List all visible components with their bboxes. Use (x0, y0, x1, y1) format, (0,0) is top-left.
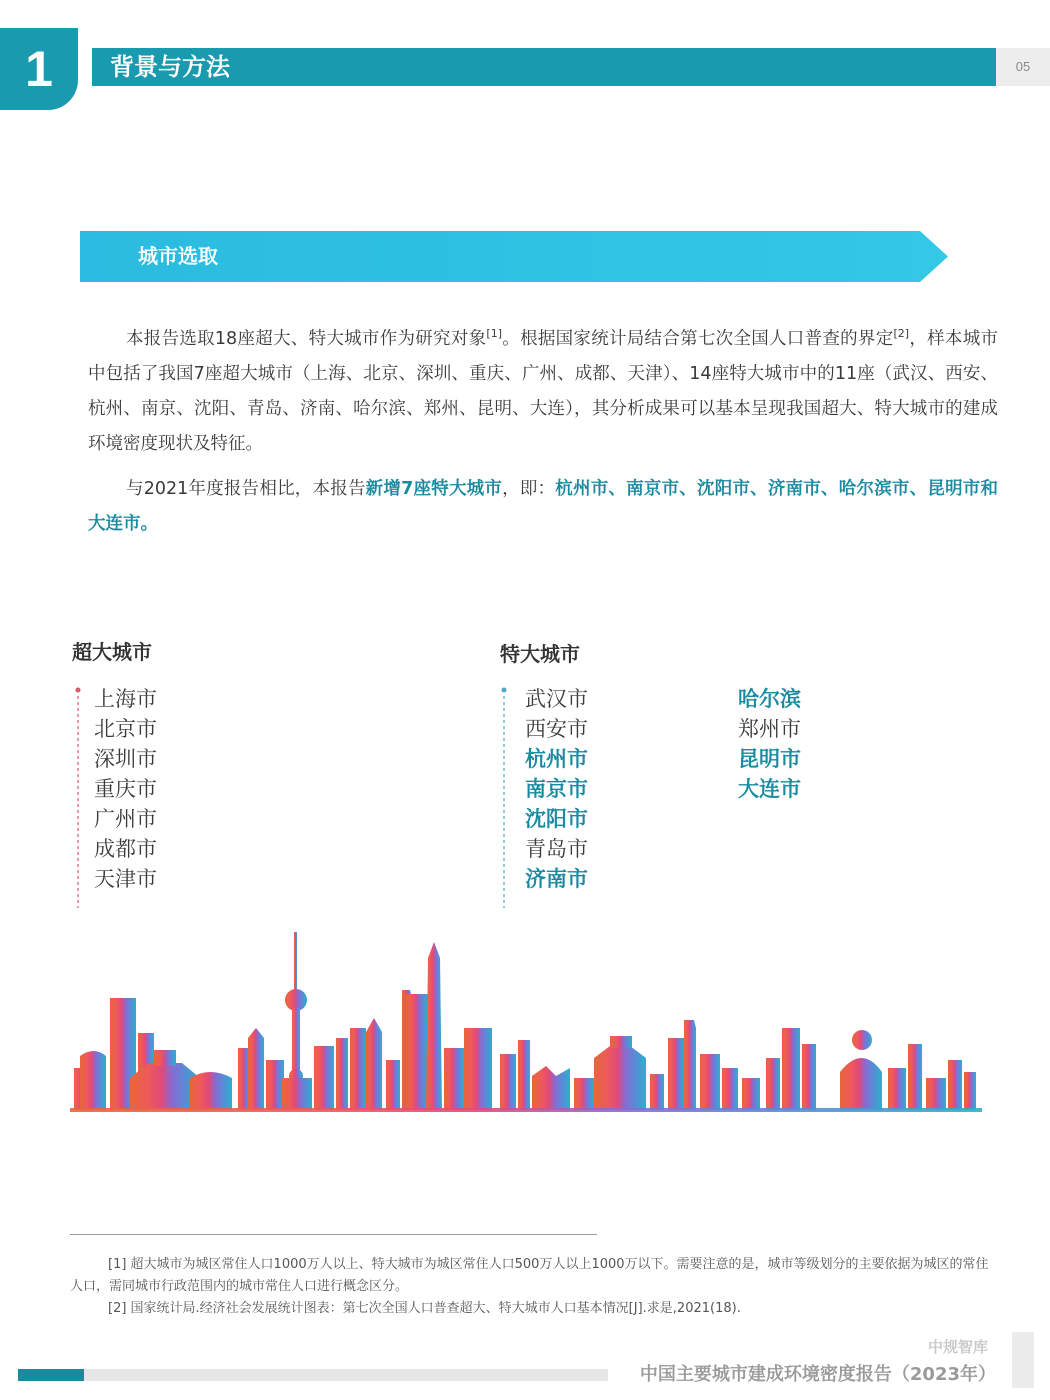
city-item: 西安市 (525, 717, 588, 741)
footer-organization: 中规智库 (927, 1338, 988, 1356)
footnote-ref-1[interactable]: [1] (486, 327, 502, 341)
footer-report-title: 中国主要城市建成环境密度报告（2023年） (639, 1364, 996, 1385)
city-item: 南京市 (525, 777, 588, 801)
chapter-number-badge: 1 (0, 28, 78, 110)
footer-progress-track (18, 1369, 608, 1381)
city-item: 深圳市 (94, 747, 157, 771)
new-cities-list-highlight: 杭州市、南京市、沈阳市、济南市、哈尔滨市、昆明市和大连市。 (88, 479, 999, 534)
footnote-2: [2] 国家统计局.经济社会发展统计图表：第七次全国人口普查超大、特大城市人口基本情况[J].求是,2021(18). (108, 1301, 741, 1316)
city-item: 广州市 (94, 807, 157, 831)
city-item: 哈尔滨 (738, 687, 801, 711)
city-item: 天津市 (94, 867, 157, 891)
city-item: 郑州市 (738, 717, 801, 741)
city-item: 沈阳市 (525, 807, 588, 831)
megacities-list (94, 684, 157, 894)
section-title: 城市选取 (138, 244, 218, 268)
footnote-divider (70, 1234, 597, 1235)
new-cities-highlight: 新增7座特大城市 (365, 479, 503, 499)
comparison-paragraph: 与2021年度报告相比，本报告新增7座特大城市，即：杭州市、南京市、沈阳市、济南市、哈尔滨市、昆明市和大连市。 (88, 479, 999, 534)
city-item: 济南市 (525, 867, 588, 891)
largecities-list-line (500, 686, 508, 908)
chapter-title-bar: 背景与方法 (92, 48, 996, 86)
city-item: 青岛市 (525, 837, 588, 861)
footer-progress-fill (18, 1369, 84, 1381)
largecities-heading: 特大城市 (500, 642, 580, 666)
city-skyline-illustration (70, 928, 982, 1114)
megacities-list-line (74, 686, 82, 908)
city-item: 上海市 (94, 687, 157, 711)
footnote-1: [1] 超大城市为城区常住人口1000万人以上、特大城市为城区常住人口500万人以上1000万以下。需要注意的是，城市等级划分的主要依据为城区的常住人口，需同城市行政范围内的城市常住人口进行概念区分。 (70, 1257, 989, 1294)
city-item: 大连市 (738, 777, 801, 801)
city-item: 昆明市 (738, 747, 801, 771)
city-item: 杭州市 (525, 747, 588, 771)
megacities-heading: 超大城市 (72, 640, 152, 664)
city-item: 武汉市 (525, 687, 588, 711)
city-item: 成都市 (94, 837, 157, 861)
footer-side-block (1012, 1332, 1034, 1388)
city-item: 重庆市 (94, 777, 157, 801)
largecities-list-col1 (525, 684, 588, 894)
page-number: 05 (996, 48, 1050, 86)
intro-paragraph: 本报告选取18座超大、特大城市作为研究对象[1]。根据国家统计局结合第七次全国人口普查的界定[2]，样本城市中包括了我国7座超大城市（上海、北京、深圳、重庆、广州、成都、天津）、14座特大城市中的11座（武汉、西安、杭州、南京、沈阳、青岛、济南、哈尔滨、郑州、昆明、大连），其分析成果可以基本呈现我国超大、特大城市的建成环境密度现状及特征。 (88, 327, 998, 454)
largecities-list-col2 (738, 684, 801, 804)
city-item: 北京市 (94, 717, 157, 741)
footnote-ref-2[interactable]: [2] (893, 327, 910, 341)
